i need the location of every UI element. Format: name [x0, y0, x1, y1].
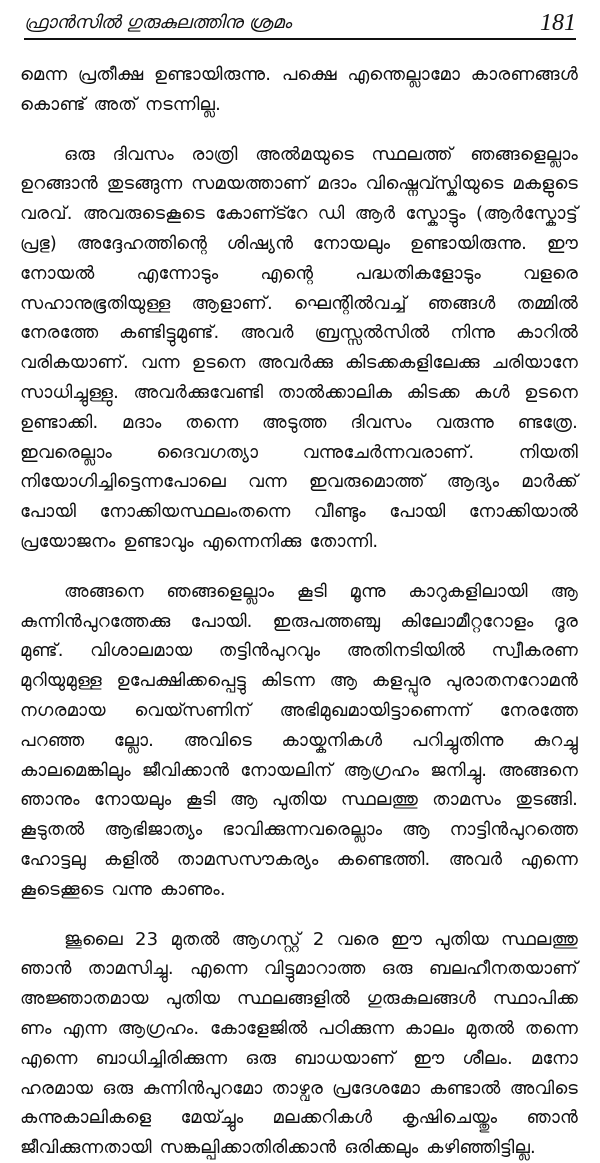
- paragraph: ജൂലൈ 23 മുതൽ ആഗസ്റ്റ് 2 വരെ ഈ പുതിയ സ്ഥലത്തു ഞാൻ താമസിച്ചു. എന്നെ വിട്ടുമാറാത്ത ഒരു ബലഹീനതയാണ് അജ്ഞാതമായ പുതിയ സ്ഥലങ്ങളിൽ ഗുരുകുലങ്ങൾ സ്ഥാപിക്ക ണം എന്ന ആഗ്രഹം. കോളേജിൽ പഠിക്കുന്ന കാലം മുതൽ തന്നെ എന്നെ ബാധിച്ചിരിക്കുന്ന ഒരു ബാധയാണ് ഈ ശീലം. മനോ ഹരമായ ഒരു കുന്നിൻപുറമോ താഴ്വര പ്രദേശമോ കണ്ടാൽ അവിടെ കന്നുകാലികളെ മേയ്ച്ചും മലക്കറികൾ കൃഷിചെയ്തും ഞാൻ ജീവിക്കുന്നതായി സങ്കല്പിക്കാതിരിക്കാൻ ഒരിക്കലും കഴിഞ്ഞിട്ടില്ല.: [20, 928, 578, 1159]
- running-header: [24, 8, 576, 40]
- body-text: [20, 60, 578, 1163]
- page-number: 181: [540, 10, 576, 36]
- running-title: ഫ്രാൻസിൽ ഗുരുകുലത്തിനു ശ്രമം: [24, 12, 292, 33]
- paragraph: ഒരു ദിവസം രാത്രി അൽമയുടെ സ്ഥലത്ത് ഞങ്ങളെല്ലാം ഉറങ്ങാൻ തുടങ്ങുന്ന സമയത്താണ് മദാം വിഷ്നെവ്സ്കിയുടെ മകളുടെ വരവ്. അവരുടെകൂടെ കോണ്ട്റേ ഡി ആർ സ്കോട്ടും (ആർസ്കോട്ട് പ്രഭു) അദ്ദേഹത്തിന്റെ ശിഷ്യൻ നോയലും ഉണ്ടായിരുന്നു. ഈ നോയൽ എന്നോടും എന്റെ പദ്ധതികളോടും വളരെ സഹാനുഭൂതിയുള്ള ആളാണ്. ഘെന്റിൽവച്ച് ഞങ്ങൾ തമ്മിൽ നേരത്തേ കണ്ടിട്ടുമുണ്ട്. അവർ ബ്രസ്സൽസിൽ നിന്നു കാറിൽ വരികയാണ്. വന്ന ഉടനെ അവർക്കു കിടക്കകളിലേക്കു ചരിയാനേ സാധിച്ചുള്ളു. അവർക്കുവേണ്ടി താൽക്കാലിക കിടക്ക കൾ ഉടനെ ഉണ്ടാക്കി. മദാം തന്നെ അടുത്ത ദിവസം വരുന്നു ണ്ടത്രേ. ഇവരെല്ലാം ദൈവഗത്യാ വന്നുചേർന്നവരാണ്. നിയതി നിയോഗിച്ചിട്ടെന്നപോലെ വന്ന ഇവരുമൊത്ത് ആദ്യം മാർക്ക് പോയി നോക്കിയസ്ഥലംതന്നെ വീണ്ടും പോയി നോക്കിയാൽ പ്രയോജനം ഉണ്ടാവും എന്നെനിക്കു തോന്നി.: [20, 143, 578, 552]
- paragraph: അങ്ങനെ ഞങ്ങളെല്ലാം കൂടി മൂന്നു കാറുകളിലായി ആ കുന്നിൻപുറത്തേക്കു പോയി. ഇരുപത്തഞ്ചു കിലോമീറ്ററോളം ദൂര മുണ്ട്. വിശാലമായ തട്ടിൻപുറവും അതിനടിയിൽ സ്വീകരണ മുറിയുമുള്ള ഉപേക്ഷിക്കപ്പെട്ടു കിടന്ന ആ കളപ്പുര പുരാതനറോമൻ നഗരമായ വെയ്സണിന് അഭിമുഖമായിട്ടാണെന്ന് നേരത്തേ പറഞ്ഞ ല്ലോ. അവിടെ കായ്കനികൾ പറിച്ചുതിന്നു കുറച്ചു കാലമെങ്കിലും ജീവിക്കാൻ നോയലിന് ആഗ്രഹം ജനിച്ചു. അങ്ങനെ ഞാനും നോയലും കൂടി ആ പുതിയ സ്ഥലത്തു താമസം തുടങ്ങി. കൂടുതൽ ആഭിജാത്യം ഭാവിക്കുന്നവരെല്ലാം ആ നാട്ടിൻപുറത്തെ ഹോട്ടലു കളിൽ താമസസൗകര്യം കണ്ടെത്തി. അവർ എന്നെ കൂടെക്കൂടെ വന്നു കാണും.: [20, 580, 578, 900]
- paragraph-continuation: മെന്ന പ്രതീക്ഷ ഉണ്ടായിരുന്നു. പക്ഷെ എന്തെല്ലാമോ കാരണങ്ങൾ കൊണ്ട് അത് നടന്നില്ല.: [20, 64, 578, 115]
